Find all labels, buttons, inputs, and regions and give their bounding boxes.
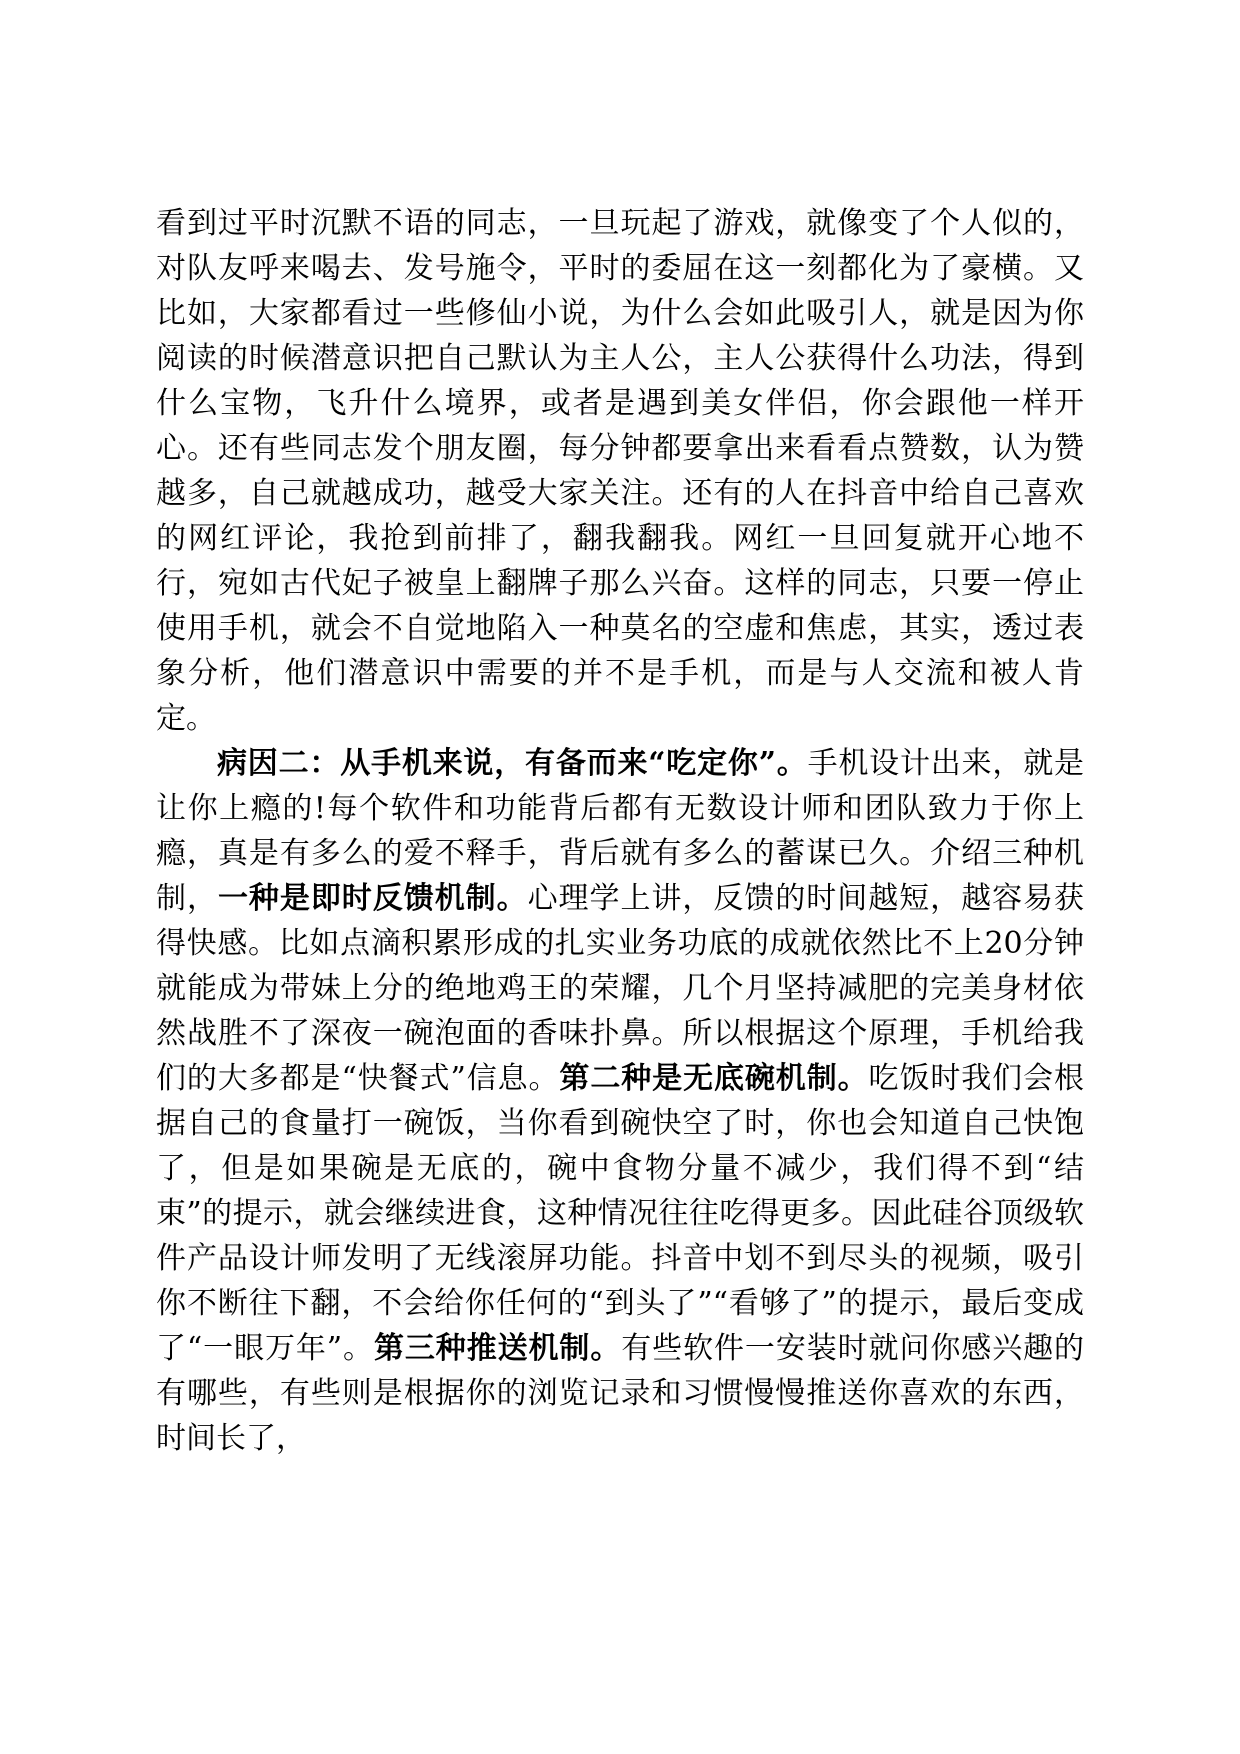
mechanism-two-title: 第二种是无底碗机制。 — [559, 1061, 869, 1096]
mechanism-one-title: 一种是即时反馈机制。 — [217, 881, 528, 916]
mechanism-three-title: 第三种推送机制。 — [373, 1331, 622, 1366]
paragraph-1 — [156, 201, 1084, 741]
paragraph-2 — [156, 741, 1084, 1461]
paragraph-1-text: 看到过平时沉默不语的同志，一旦玩起了游戏，就像变了个人似的，对队友呼来喝去、发号施令，平时的委屈在这一刻都化为了豪横。又比如，大家都看过一些修仙小说，为什么会如此吸引人，就是因为你阅读的时候潜意识把自己默认为主人公，主人公获得什么功法，得到什么宝物，飞升什么境界，或者是遇到美女伴侣，你会跟他一样开心。还有些同志发个朋友圈，每分钟都要拿出来看看点赞数，认为赞越多，自己就越成功，越受大家关注。还有的人在抖音中给自己喜欢的网红评论，我抢到前排了，翻我翻我。网红一旦回复就开心地不行，宛如古代妃子被皇上翻牌子那么兴奋。这样的同志，只要一停止使用手机，就会不自觉地陷入一种莫名的空虚和焦虑，其实，透过表象分析，他们潜意识中需要的并不是手机，而是与人交流和被人肯定。 — [156, 206, 1084, 736]
document-page — [156, 201, 1084, 1461]
paragraph-2-text-b: 心理学上讲，反馈的时间越短，越容易获得快感。比如点滴积累形成的扎实业务功底的成就依然比不上20分钟就能成为带妹上分的绝地鸡王的荣耀，几个月坚持减肥的完美身材依然战胜不了深夜一碗泡面的香味扑鼻。所以根据这个原理，手机给我们的大多都是“快餐式”信息。 — [156, 881, 1085, 1096]
paragraph-2-text-c: 吃饭时我们会根据自己的食量打一碗饭，当你看到碗快空了时，你也会知道自己快饱了，但是如果碗是无底的，碗中食物分量不减少，我们得不到“结束”的提示，就会继续进食，这种情况往往吃得更多。因此硅谷顶级软件产品设计师发明了无线滚屏功能。抖音中划不到尽头的视频，吸引你不断往下翻，不会给你任何的“到头了”“看够了”的提示，最后变成了“一眼万年”。 — [156, 1061, 1084, 1366]
heading-cause-two: 病因二：从手机来说，有备而来“吃定你”。 — [217, 746, 808, 781]
paragraph-2-text-d: 有些软件一安装时就问你感兴趣的有哪些，有些则是根据你的浏览记录和习惯慢慢推送你喜欢的东西，时间长了， — [156, 1331, 1085, 1456]
paragraph-2-text-a: 手机设计出来，就是让你上瘾的!每个软件和功能背后都有无数设计师和团队致力于你上瘾，真是有多么的爱不释手，背后就有多么的蓄谋已久。介绍三种机制， — [156, 746, 1085, 916]
